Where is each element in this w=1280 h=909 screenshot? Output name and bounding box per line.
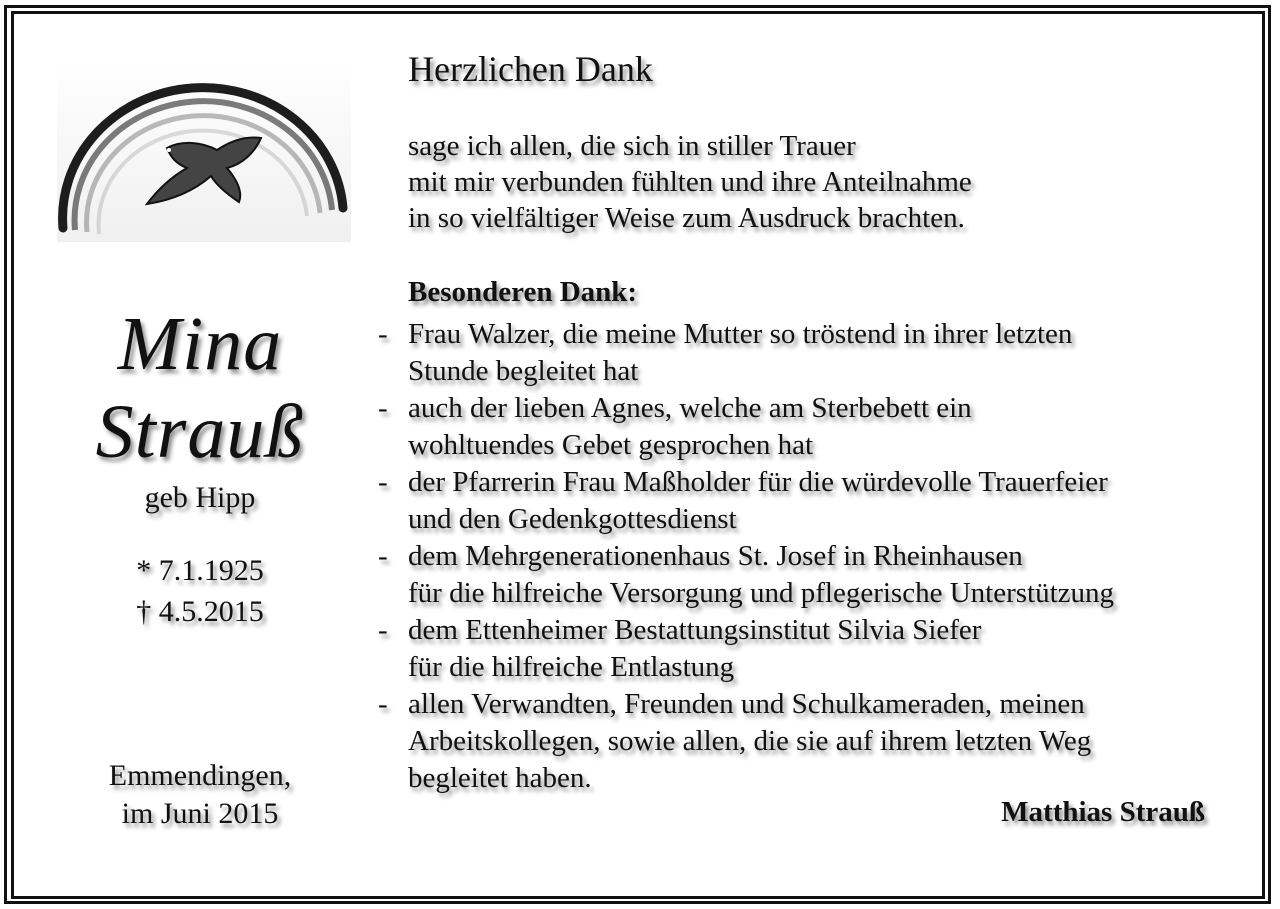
deceased-last-name: Strauß: [95, 390, 305, 474]
list-item-line: begleitet haben.: [408, 762, 592, 794]
date: im Juni 2015: [121, 797, 279, 830]
intro-line: in so vielfältiger Weise zum Ausdruck brachten.: [408, 202, 965, 234]
list-item-line: allen Verwandten, Freunden und Schulkameraden, meinen: [408, 688, 1085, 720]
list-item-line: Arbeitskollegen, sowie allen, die sie auf ihrem letzten Weg: [408, 725, 1092, 757]
thanks-list: [378, 316, 1238, 797]
list-item-line: dem Mehrgenerationenhaus St. Josef in Rheinhausen: [408, 540, 1023, 572]
list-item: [378, 316, 1238, 390]
list-item: [378, 538, 1238, 612]
bullet-dash: -: [378, 614, 388, 646]
birth-date: * 7.1.1925: [136, 554, 264, 587]
intro-text: [408, 128, 972, 236]
list-item-line: dem Ettenheimer Bestattungsinstitut Silvia Siefer: [408, 614, 982, 646]
special-thanks-heading: Besonderen Dank:: [408, 276, 638, 308]
bullet-dash: -: [378, 540, 388, 572]
list-item-line: wohltuendes Gebet gesprochen hat: [408, 429, 814, 461]
maiden-name: geb Hipp: [144, 481, 256, 514]
list-item: [378, 686, 1238, 797]
bullet-dash: -: [378, 466, 388, 498]
list-item-line: für die hilfreiche Versorgung und pflegerische Unterstützung: [408, 577, 1114, 609]
list-item-line: Frau Walzer, die meine Mutter so tröstend in ihrer letzten: [408, 318, 1073, 350]
list-item: [378, 612, 1238, 686]
bullet-dash: -: [378, 392, 388, 424]
death-date: † 4.5.2015: [136, 595, 264, 628]
list-item-line: Stunde begleitet hat: [408, 355, 639, 387]
bullet-dash: -: [378, 318, 388, 350]
dove-with-arc-icon: [57, 58, 351, 242]
bullet-dash: -: [378, 688, 388, 720]
place: Emmendingen,: [108, 759, 292, 792]
list-item-line: für die hilfreiche Entlastung: [408, 651, 735, 683]
list-item-line: der Pfarrerin Frau Maßholder für die würdevolle Trauerfeier: [408, 466, 1108, 498]
deceased-first-name: Mina: [117, 302, 283, 386]
list-item-line: auch der lieben Agnes, welche am Sterbebett ein: [408, 392, 972, 424]
intro-line: mit mir verbunden fühlten und ihre Anteilnahme: [408, 166, 972, 198]
list-item-line: und den Gedenkgottesdienst: [408, 503, 737, 535]
page-title: Herzlichen Dank: [408, 49, 653, 89]
list-item: [378, 390, 1238, 464]
list-item: [378, 464, 1238, 538]
intro-line: sage ich allen, die sich in stiller Trauer: [408, 130, 856, 162]
signature: Matthias Strauß: [1001, 796, 1205, 828]
